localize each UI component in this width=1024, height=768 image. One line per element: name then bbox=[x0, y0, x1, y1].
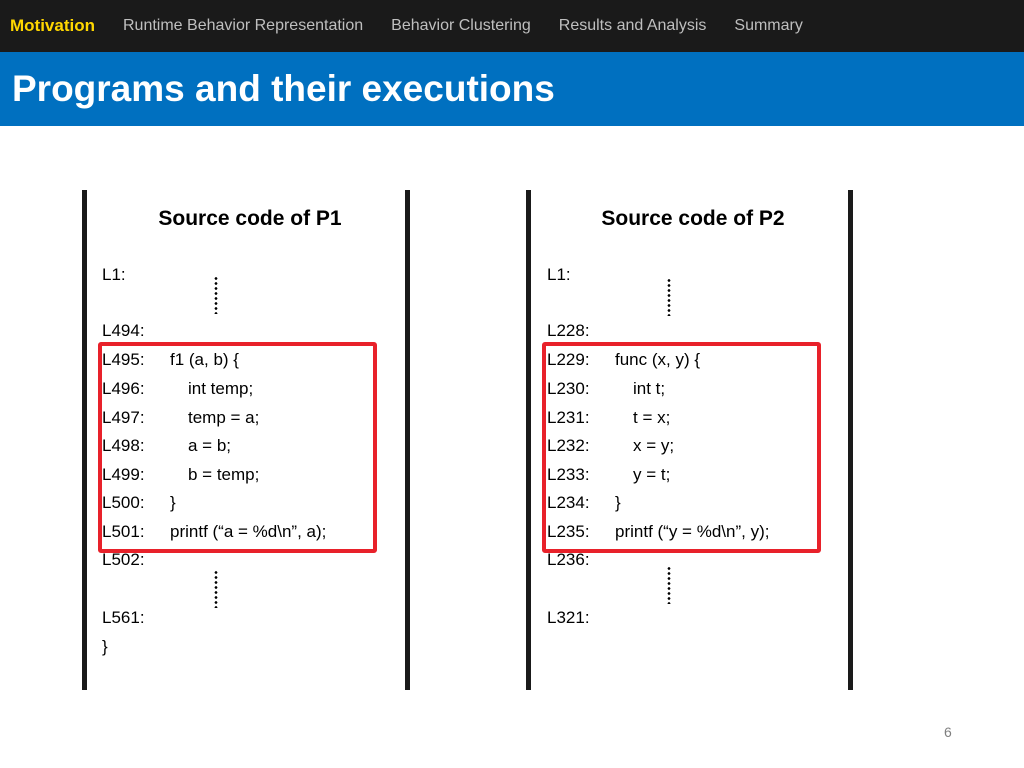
code-text: x = y; bbox=[633, 436, 675, 455]
nav-item-runtime-behavior-representation[interactable]: Runtime Behavior Representation bbox=[123, 17, 364, 34]
line-number: } bbox=[102, 637, 108, 656]
line-number: L321: bbox=[547, 608, 590, 627]
line-number: L232: bbox=[547, 436, 590, 455]
ellipsis-icon bbox=[667, 566, 671, 604]
line-number: L495: bbox=[102, 350, 145, 369]
code-line bbox=[547, 517, 770, 546]
code-text: } bbox=[615, 493, 621, 512]
line-number: L1: bbox=[102, 265, 126, 284]
code-line bbox=[102, 374, 254, 403]
panel2-left-border bbox=[526, 190, 531, 690]
code-line bbox=[102, 460, 260, 489]
ellipsis-icon bbox=[667, 278, 671, 316]
code-line bbox=[102, 603, 145, 632]
code-line bbox=[547, 603, 590, 632]
code-line bbox=[547, 431, 675, 460]
line-number: L236: bbox=[547, 550, 590, 569]
line-number: L561: bbox=[102, 608, 145, 627]
line-number: L497: bbox=[102, 408, 145, 427]
code-line bbox=[102, 403, 260, 432]
code-text: t = x; bbox=[633, 408, 671, 427]
code-line bbox=[102, 260, 126, 289]
code-text: int t; bbox=[633, 379, 666, 398]
panel1-left-border bbox=[82, 190, 87, 690]
code-text: f1 (a, b) { bbox=[170, 350, 239, 369]
line-number: L229: bbox=[547, 350, 590, 369]
code-line bbox=[547, 488, 621, 517]
code-text: y = t; bbox=[633, 465, 671, 484]
panel1-right-border bbox=[405, 190, 410, 690]
code-line bbox=[547, 460, 671, 489]
code-text: } bbox=[170, 493, 176, 512]
line-number: L494: bbox=[102, 321, 145, 340]
line-number: L502: bbox=[102, 550, 145, 569]
line-number: L499: bbox=[102, 465, 145, 484]
code-line bbox=[547, 260, 571, 289]
code-line bbox=[102, 488, 176, 517]
line-number: L235: bbox=[547, 522, 590, 541]
code-text: func (x, y) { bbox=[615, 350, 701, 369]
code-text: temp = a; bbox=[188, 408, 260, 427]
nav-item-results-and-analysis[interactable]: Results and Analysis bbox=[558, 17, 707, 34]
line-number: L231: bbox=[547, 408, 590, 427]
code-line bbox=[102, 431, 232, 460]
ellipsis-icon bbox=[214, 276, 218, 314]
panel-heading: Source code of P2 bbox=[601, 207, 785, 230]
code-line bbox=[547, 403, 671, 432]
line-number: L498: bbox=[102, 436, 145, 455]
panel2-right-border bbox=[848, 190, 853, 690]
line-number: L500: bbox=[102, 493, 145, 512]
panel-heading: Source code of P1 bbox=[158, 207, 342, 230]
ellipsis-icon bbox=[214, 570, 218, 608]
code-line bbox=[102, 545, 145, 574]
slide-number: 6 bbox=[944, 724, 952, 740]
line-number: L1: bbox=[547, 265, 571, 284]
line-number: L233: bbox=[547, 465, 590, 484]
line-number: L501: bbox=[102, 522, 145, 541]
code-text: a = b; bbox=[188, 436, 232, 455]
code-text: printf (“y = %d\n”, y); bbox=[615, 522, 770, 541]
code-line bbox=[547, 345, 701, 374]
code-line bbox=[547, 545, 590, 574]
nav-item-behavior-clustering[interactable]: Behavior Clustering bbox=[391, 17, 531, 34]
code-line bbox=[547, 374, 666, 403]
code-line bbox=[547, 316, 590, 345]
nav-item-motivation[interactable]: Motivation bbox=[10, 16, 95, 35]
code-text: b = temp; bbox=[188, 465, 260, 484]
code-line bbox=[102, 632, 121, 661]
line-number: L496: bbox=[102, 379, 145, 398]
line-number: L230: bbox=[547, 379, 590, 398]
code-text: printf (“a = %d\n”, a); bbox=[170, 522, 327, 541]
code-line bbox=[102, 316, 145, 345]
line-number: L234: bbox=[547, 493, 590, 512]
title-bar bbox=[0, 52, 1024, 126]
line-number: L228: bbox=[547, 321, 590, 340]
top-navigation bbox=[0, 0, 1024, 52]
code-line bbox=[102, 517, 327, 546]
code-line bbox=[102, 345, 239, 374]
nav-item-summary[interactable]: Summary bbox=[734, 17, 803, 34]
code-text: int temp; bbox=[188, 379, 254, 398]
page-title: Programs and their executions bbox=[12, 68, 555, 109]
